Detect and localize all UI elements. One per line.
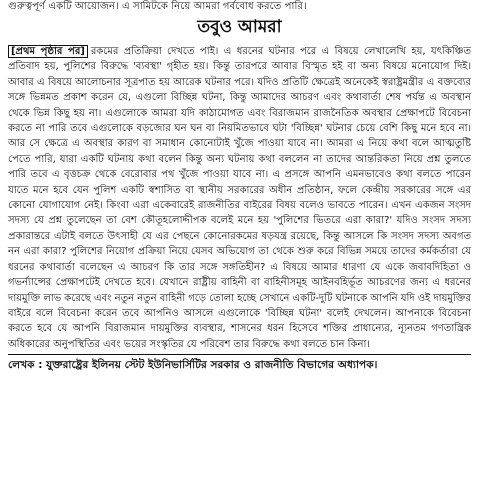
article-body xyxy=(8,44,471,352)
continued-label: [প্রথম পৃষ্ঠার পর] xyxy=(8,45,88,58)
article-title: তবুও আমরা xyxy=(197,17,282,37)
author-note: লেখক : যুক্তরাষ্ট্রের ইলিনয় স্টেট ইউনিভার্সিটির সরকার ও রাজনীতি বিভাগের অধ্যাপক। xyxy=(8,354,471,373)
article-body-text: রকমের প্রতিক্রিয়া দেখতে পাই। এ ধরনের ঘটনার পরে এ বিষয়ে লেখালেখি হয়, যৎকিঞ্চিত প্রতিবাদ হয়, পুলিশের বিরুদ্ধে 'ব্যবস্থা' গৃহীত হয়। কিন্তু তারপরে আবার বিস্মৃত হই বা অন্য বিষয়ে মনোযোগ দিই। আবার এ বিষয়ে আলোচনার সূত্রপাত হয় আরেক ঘটনার পরে। যদিও প্রতিটি ক্ষেত্রেই অনেকেই স্বরাষ্ট্রমন্ত্রীর এ বক্তব্যের সঙ্গে ভিন্নমত প্রকাশ করেন যে, এগুলো বিচ্ছিন্ন ঘটনা, কিন্তু আমাদের আচরণ এবং কথাবার্তা শেষ পর্যন্ত এ অবস্থান থেকে ভিন্ন কিছু হয় না। এগুলোকে আমরা যদি কাঠামোগত এবং বিরাজমান রাজনৈতিক অবস্থার প্রেক্ষাপটে বিবেচনা করতে না পারি তবে এগুলোকে বড়জোর ঘন ঘন বা নিয়মিতভাবে ঘটা 'বিচ্ছিন্ন' ঘটনার চেয়ে বেশি কিছু মনে হবে না। আর সে ক্ষেত্রে এ অবস্থার কারণ বা সমাধান কোনোটাই খুঁজে পাওয়া যাবে না। আমরা এ নিয়ে কথা বলে আত্মতুষ্টি পেতে পারি, যারা একটি ঘটনায় কথা বলেন কিন্তু অন্য ঘটনায় কথা বললেন না তাদের আন্তরিকতা নিয়ে প্রশ্ন তুলতে পারি তবে এ বৃত্তচক্র থেকে বেরোবার পথ খুঁজে পাওয়া যাবে না। এ প্রসঙ্গে আপনি এমনভাবেও কথা বলতে পারেন যাতে মনে হবে যেন পুলিশ একটি স্বশাসিত বা স্থানীয় সরকারের অধীন প্রতিষ্ঠান, ফলে কেন্দ্রীয় সরকারের সঙ্গে এর কোনো যোগাযোগ নেই। কিংবা এরা একেবারেই রাজনীতির বাইরের বিষয় বলেও ভাবতে পারেন। এখন একজন সংসদ সদস্য যে প্রশ্ন তুলেছেন তা বেশ কৌতূহলোদ্দীপক বলেই মনে হয় 'পুলিশের ভিতরে এরা কারা?' যদিও সংসদ সদস্য প্রকারান্তরে এটাই বলতে উৎসাহী যে এর পেছনে কোনোরকমের ষড়যন্ত্র রয়েছে, কিন্তু আসলে কি সংসদ সদস্য অবগত নন এরা কারা? পুলিশের নিয়োগ প্রক্রিয়া নিয়ে যেসব অভিযোগ তা থেকে শুরু করে বিভিন্ন সময়ে তাদের কর্মকর্তারা যে ধরনের কথাবার্তা বলেছেন এ আচরণ কি তার সঙ্গে সঙ্গতিহীন? এ বিষয়ে আমার ধারণা যে একে জবাবদিহিতা ও গভর্ন্যান্সের প্রেক্ষাপটেই দেখতে হবে। যেখানে রাষ্ট্রীয় বাহিনী বা বাহিনীসমূহ আইনবহির্ভূত আচরণের জন্য এ ধরনের দায়মুক্তি লাভ করেছে এবং নতুন নতুন বাহিনী গড়ে তোলা হচ্ছে সেখানে একটি-দুটি ঘটনাকে আপনি যদি ওই দায়মুক্তির বাইরে বলে বিবেচনা করেন তবে আপনিও আসলে এগুলোকে 'বিচ্ছিন্ন ঘটনা' বলেই দেখলেন। আপনাকে বিবেচনা করতে হবে যে আপনি বিরাজমান দায়মুক্তির ব্যবস্থার, শাসনের ধরন হিসেবে শক্তির প্রাধান্যের, ন্যূনতম গণতান্ত্রিক অধিকারের অনুপস্থিতির এবং ভয়ের সংস্কৃতির যে পরিবেশ তার বিরুদ্ধে কথা বলতে চান কিনা। xyxy=(8,46,471,350)
previous-article-tail: গুরুত্বপূর্ণ একটি আয়োজন। এ সামিটকে নিয়ে আমরা গর্ববোধ করতে পারি। xyxy=(8,1,307,12)
